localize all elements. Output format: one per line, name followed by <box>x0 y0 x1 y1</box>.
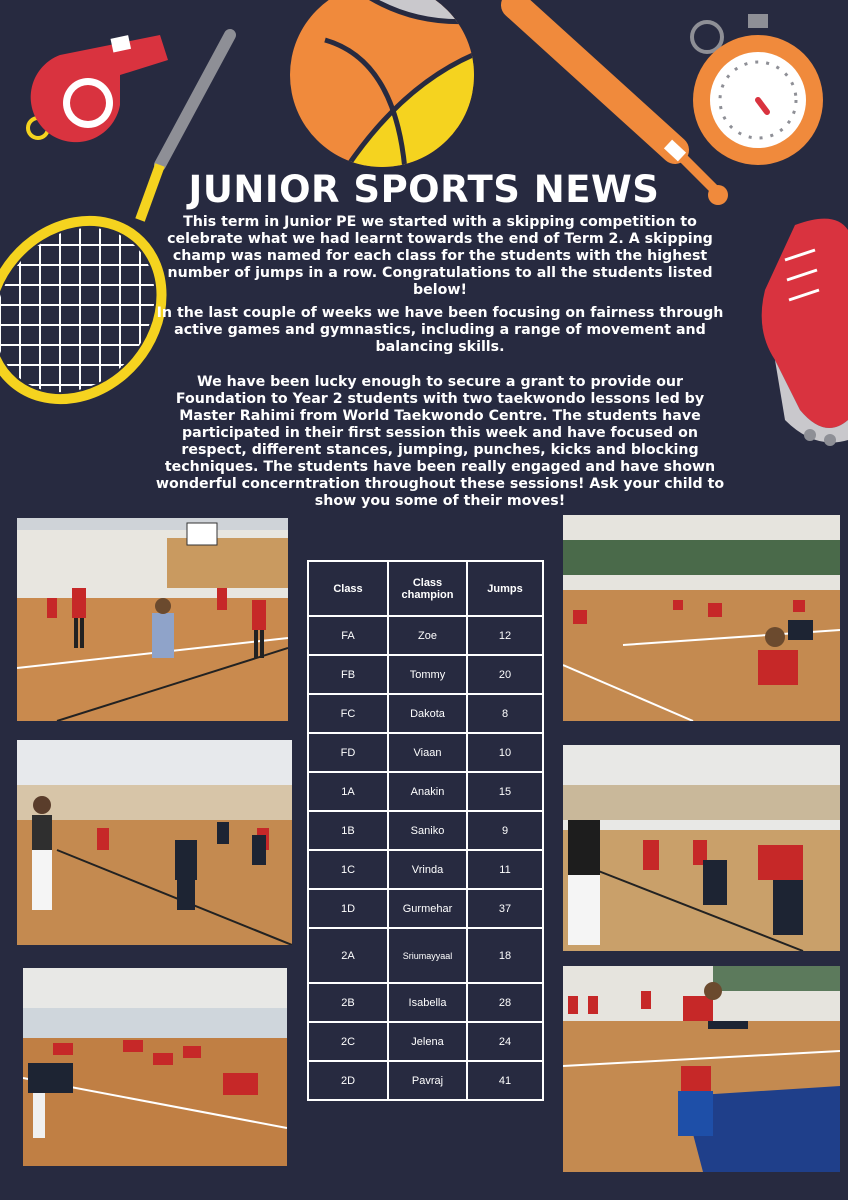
photo-skipping <box>17 518 288 721</box>
jumps-cell: 24 <box>468 1023 542 1060</box>
table-row <box>309 656 542 693</box>
jumps-cell: 15 <box>468 773 542 810</box>
jumps-cell: 9 <box>468 812 542 849</box>
champion-cell: Zoe <box>389 617 466 654</box>
photo-stretching-1 <box>23 968 287 1166</box>
class-cell: 1D <box>309 890 387 927</box>
photo-jumping <box>563 966 840 1172</box>
class-cell: 2D <box>309 1062 387 1099</box>
jumps-cell: 41 <box>468 1062 542 1099</box>
table-row <box>309 851 542 888</box>
table-row <box>309 890 542 927</box>
jumps-cell: 20 <box>468 656 542 693</box>
champion-cell: Sriumayyaal <box>389 929 466 982</box>
table-row <box>309 695 542 732</box>
photo-taekwondo-2 <box>563 745 840 951</box>
champion-cell: Saniko <box>389 812 466 849</box>
skipping-champions-table <box>307 560 544 1101</box>
champion-cell: Pavraj <box>389 1062 466 1099</box>
table-row <box>309 812 542 849</box>
jumps-cell: 12 <box>468 617 542 654</box>
table-header-row <box>309 562 542 615</box>
jumps-cell: 28 <box>468 984 542 1021</box>
table-row <box>309 929 542 982</box>
volleyball-icon <box>285 0 480 170</box>
page-title: JUNIOR SPORTS NEWS <box>188 168 660 211</box>
photo-gym-seated <box>563 515 840 721</box>
intro-paragraph: This term in Junior PE we started with a skipping competition to celebrate what we had learnt towards the end of Term 2. A skipping champ was named for each class for the students with the highest number of jumps in a row. Congratulations to all the students listed below! <box>167 214 713 298</box>
class-cell: 2C <box>309 1023 387 1060</box>
jumps-cell: 8 <box>468 695 542 732</box>
class-cell: FB <box>309 656 387 693</box>
photo-taekwondo-1 <box>17 740 292 945</box>
class-cell: FC <box>309 695 387 732</box>
table-row <box>309 617 542 654</box>
jumps-cell: 10 <box>468 734 542 771</box>
jumps-cell: 18 <box>468 929 542 982</box>
champion-cell: Tommy <box>389 656 466 693</box>
champion-cell: Jelena <box>389 1023 466 1060</box>
champion-cell: Vrinda <box>389 851 466 888</box>
table-row <box>309 773 542 810</box>
class-cell: FD <box>309 734 387 771</box>
column-header-champion: Class champion <box>389 562 466 615</box>
stopwatch-icon <box>685 12 830 172</box>
class-cell: 1C <box>309 851 387 888</box>
taekwondo-paragraph: We have been lucky enough to secure a grant to provide our Foundation to Year 2 students with two taekwondo lessons led by Master Rahimi from World Taekwondo Centre. The students have participated in their first session this week and have focused on respect, different stances, jumping, punches, kicks and blocking techniques. The students have been really engaged and have shown wonderful concerntration throughout these sessions! Ask your child to show you some of their moves! <box>155 374 725 509</box>
jumps-cell: 37 <box>468 890 542 927</box>
table-row <box>309 1062 542 1099</box>
champion-cell: Isabella <box>389 984 466 1021</box>
fairness-paragraph: In the last couple of weeks we have been focusing on fairness through active games and gymnastics, including a range of movement and balancing skills. <box>156 305 724 355</box>
champion-cell: Gurmehar <box>389 890 466 927</box>
class-cell: 1A <box>309 773 387 810</box>
champion-cell: Anakin <box>389 773 466 810</box>
sneaker-icon <box>755 210 848 450</box>
class-cell: FA <box>309 617 387 654</box>
table-row <box>309 984 542 1021</box>
column-header-jumps: Jumps <box>468 562 542 615</box>
class-cell: 2A <box>309 929 387 982</box>
table-row <box>309 1023 542 1060</box>
column-header-class: Class <box>309 562 387 615</box>
table-row <box>309 734 542 771</box>
champion-cell: Dakota <box>389 695 466 732</box>
class-cell: 1B <box>309 812 387 849</box>
champion-cell: Viaan <box>389 734 466 771</box>
jumps-cell: 11 <box>468 851 542 888</box>
class-cell: 2B <box>309 984 387 1021</box>
